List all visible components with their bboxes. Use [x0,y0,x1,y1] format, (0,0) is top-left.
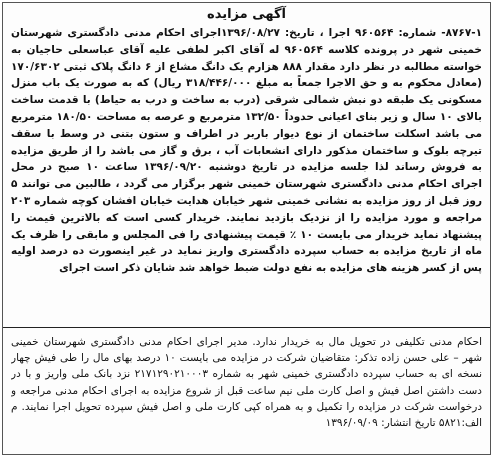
auction-notice [2,2,491,455]
notice-body-text: ۸۷۶۷-۱- شماره: ۹۶۰۵۶۴ اجرا ، تاریخ: ۱۳۹۶/۰۸/۲۷اجرای احکام مدنی دادگستری شهرستان خمینی شهر در پرونده کلاسه ۹۶۰۵۶۴ له آقای اکبر لطفی علیه آقای عباسعلی حاجیان به خواسته مطالبه در نظر دارد مقدار ۸۸۸ هزارم یک دانگ مشاع از ۶ دانگ پلاک ثبتی ۱۷۰/۶۳۰۲ (معادل محکوم به و حق الاجرا جمعاً به مبلغ ۳۱۸/۴۴۶/۰۰۰ ریال) که به صورت یک باب منزل مسکونی یک طبقه دو نبش شمالی شرقی (درب به ساخت و درب به حیاط) با قدمت ساخت بالای ۱۰ سال و زیر بنای اعیانی حدوداً ۱۳۲/۵۰ مترمربع و عرصه به مساحت ۱۸۰/۵۰ مترمربع می باشد اسکلت ساختمان از نوع دیوار باربر در اطراف و ستون بتنی در وسط با سقف تیرچه بلوک و ساختمان مذکور دارای انشعابات آب ، برق و گاز می باشد را از طریق مزایده به فروش رساند لذا جلسه مزایده در تاریخ دوشنبه ۱۳۹۶/۰۹/۲۰ ساعت ۱۰ صبح در محل اجرای احکام مدنی دادگستری شهرستان خمینی شهر برگزار می گردد ، طالبین می توانند ۵ روز قبل از روز مزایده به نشانی خمینی شهر خیابان هدایت خیابان افشان کوچه شماره ۲۰۳ مراجعه و مورد مزایده را از نزدیک بازدید نمایند. خریدار کسی است که بالاترین قیمت را پیشنهاد نماید خریدار می بایست ۱۰ ٪ قیمت پیشنهادی را فی المجلس و مابقی را ظرف یک ماه از تاریخ مزایده به حساب سپرده دادگستری واریز نماید در غیر اینصورت ده درصد اولیه پس از کسر هزینه های مزایده به نفع دولت ضبط خواهد شد شایان ذکر است اجرای [11,27,482,275]
notice-footer-text: احکام مدنی تکلیفی در تحویل مال به خریدار ندارد. مدیر اجرای احکام مدنی دادگستری شهرستان خمینی شهر – علی حسن زاده تذکر: متقاضیان شرکت در مزایده می بایست ۱۰ درصد بهای مال را طی فیش چهار نسخه ای به حساب سپرده دادگستری خمینی شهر به شماره ۲۱۷۱۲۹۰۲۱۰۰۰۳ نزد بانک ملی واریز و با در دست داشتن اصل فیش و اصل کارت ملی نیم ساعت قبل از شروع مزایده به اجرای احکام مدنی مراجعه و درخواست شرکت در مزایده را تکمیل و به همراه کپی کارت ملی و اصل فیش سپرده تحویل اجرا نمایند. م الف:۵۸۲۱ تاریخ انتشار: ۱۳۹۶/۰۹/۰۹ [11,336,482,430]
notice-title: آگهی مزایده [207,7,286,22]
section-divider [3,327,490,328]
